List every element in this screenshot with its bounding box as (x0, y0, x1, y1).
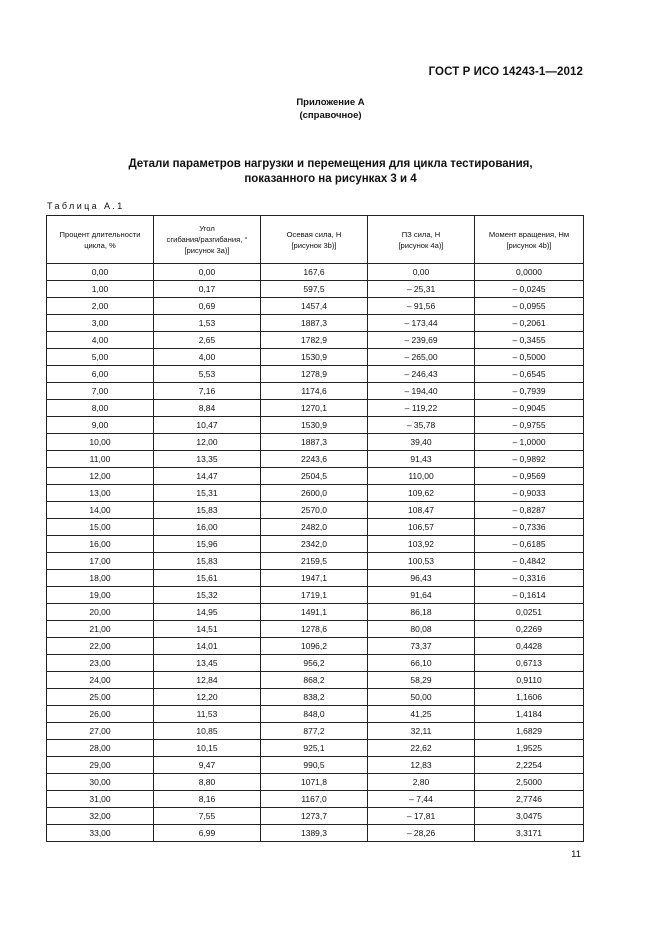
cell-ap-force: 96,43 (368, 570, 475, 587)
cell-flexion-angle: 15,32 (154, 587, 261, 604)
cell-ap-force: – 7,44 (368, 791, 475, 808)
table-row (47, 383, 584, 400)
cell-torque: – 0,1614 (475, 587, 584, 604)
page-number: 11 (571, 849, 581, 860)
header-flexion-angle: Угол сгибания/разгибания, ° [рисунок 3а)] (154, 216, 261, 264)
cell-torque: – 0,9045 (475, 400, 584, 417)
table-row (47, 400, 584, 417)
cell-cycle-percent: 19,00 (47, 587, 154, 604)
cell-flexion-angle: 14,51 (154, 621, 261, 638)
cell-axial-force: 1530,9 (261, 349, 368, 366)
cell-flexion-angle: 12,20 (154, 689, 261, 706)
cell-torque: – 0,9892 (475, 451, 584, 468)
cell-axial-force: 1167,0 (261, 791, 368, 808)
header-cycle-percent: Процент длительности цикла, % (47, 216, 154, 264)
cell-flexion-angle: 7,16 (154, 383, 261, 400)
cell-cycle-percent: 29,00 (47, 757, 154, 774)
cell-cycle-percent: 32,00 (47, 808, 154, 825)
cell-ap-force: 91,43 (368, 451, 475, 468)
cell-flexion-angle: 12,00 (154, 434, 261, 451)
cell-torque: 1,9525 (475, 740, 584, 757)
cell-axial-force: 597,5 (261, 281, 368, 298)
cell-torque: 0,0251 (475, 604, 584, 621)
cell-flexion-angle: 6,99 (154, 825, 261, 842)
cell-axial-force: 1273,7 (261, 808, 368, 825)
table-row (47, 570, 584, 587)
cell-ap-force: 103,92 (368, 536, 475, 553)
cell-flexion-angle: 15,31 (154, 485, 261, 502)
cell-flexion-angle: 15,83 (154, 502, 261, 519)
cell-ap-force: 86,18 (368, 604, 475, 621)
table-row (47, 689, 584, 706)
cell-axial-force: 877,2 (261, 723, 368, 740)
parameters-table (46, 215, 584, 842)
cell-cycle-percent: 33,00 (47, 825, 154, 842)
cell-axial-force: 1174,6 (261, 383, 368, 400)
cell-torque: 0,4428 (475, 638, 584, 655)
cell-torque: 1,1606 (475, 689, 584, 706)
cell-flexion-angle: 10,15 (154, 740, 261, 757)
cell-cycle-percent: 16,00 (47, 536, 154, 553)
cell-cycle-percent: 10,00 (47, 434, 154, 451)
cell-flexion-angle: 8,16 (154, 791, 261, 808)
table-row (47, 366, 584, 383)
cell-axial-force: 848,0 (261, 706, 368, 723)
cell-ap-force: 58,29 (368, 672, 475, 689)
cell-ap-force: – 28,26 (368, 825, 475, 842)
cell-ap-force: 73,37 (368, 638, 475, 655)
table-row (47, 502, 584, 519)
section-title (0, 157, 661, 187)
cell-ap-force: 50,00 (368, 689, 475, 706)
cell-axial-force: 1947,1 (261, 570, 368, 587)
cell-torque: – 0,0955 (475, 298, 584, 315)
cell-ap-force: 39,40 (368, 434, 475, 451)
cell-cycle-percent: 3,00 (47, 315, 154, 332)
cell-cycle-percent: 4,00 (47, 332, 154, 349)
cell-cycle-percent: 28,00 (47, 740, 154, 757)
cell-torque: 0,6713 (475, 655, 584, 672)
cell-ap-force: 41,25 (368, 706, 475, 723)
cell-axial-force: 2482,0 (261, 519, 368, 536)
cell-flexion-angle: 14,47 (154, 468, 261, 485)
cell-axial-force: 1278,9 (261, 366, 368, 383)
cell-flexion-angle: 15,96 (154, 536, 261, 553)
table-row (47, 485, 584, 502)
cell-cycle-percent: 0,00 (47, 264, 154, 281)
cell-ap-force: – 265,00 (368, 349, 475, 366)
cell-torque: – 0,9033 (475, 485, 584, 502)
table-row (47, 553, 584, 570)
cell-torque: – 0,3455 (475, 332, 584, 349)
cell-torque: 0,0000 (475, 264, 584, 281)
cell-cycle-percent: 6,00 (47, 366, 154, 383)
table-row (47, 519, 584, 536)
table-label: Таблица А.1 (47, 201, 125, 211)
cell-ap-force: 66,10 (368, 655, 475, 672)
cell-flexion-angle: 0,17 (154, 281, 261, 298)
table-row (47, 417, 584, 434)
cell-ap-force: 110,00 (368, 468, 475, 485)
table-row (47, 587, 584, 604)
cell-cycle-percent: 18,00 (47, 570, 154, 587)
cell-cycle-percent: 9,00 (47, 417, 154, 434)
cell-axial-force: 956,2 (261, 655, 368, 672)
cell-flexion-angle: 10,85 (154, 723, 261, 740)
table-row (47, 672, 584, 689)
table-row (47, 332, 584, 349)
cell-flexion-angle: 16,00 (154, 519, 261, 536)
cell-flexion-angle: 8,80 (154, 774, 261, 791)
table-row (47, 757, 584, 774)
cell-torque: 3,0475 (475, 808, 584, 825)
cell-cycle-percent: 15,00 (47, 519, 154, 536)
cell-torque: – 1,0000 (475, 434, 584, 451)
cell-flexion-angle: 4,00 (154, 349, 261, 366)
cell-flexion-angle: 11,53 (154, 706, 261, 723)
cell-ap-force: – 194,40 (368, 383, 475, 400)
cell-flexion-angle: 7,55 (154, 808, 261, 825)
cell-cycle-percent: 1,00 (47, 281, 154, 298)
table-body (47, 264, 584, 842)
cell-torque: – 0,3316 (475, 570, 584, 587)
header-axial-force: Осевая сила, Н [рисунок 3b)] (261, 216, 368, 264)
cell-torque: 0,2269 (475, 621, 584, 638)
cell-flexion-angle: 15,83 (154, 553, 261, 570)
cell-cycle-percent: 20,00 (47, 604, 154, 621)
cell-flexion-angle: 15,61 (154, 570, 261, 587)
cell-axial-force: 2243,6 (261, 451, 368, 468)
table-header-row (47, 216, 584, 264)
cell-cycle-percent: 23,00 (47, 655, 154, 672)
cell-ap-force: 12,83 (368, 757, 475, 774)
cell-axial-force: 925,1 (261, 740, 368, 757)
cell-flexion-angle: 1,53 (154, 315, 261, 332)
cell-flexion-angle: 5,53 (154, 366, 261, 383)
table-row (47, 349, 584, 366)
section-title-line-2: показанного на рисунках 3 и 4 (244, 173, 417, 185)
table-row (47, 604, 584, 621)
cell-flexion-angle: 13,35 (154, 451, 261, 468)
cell-ap-force: 106,57 (368, 519, 475, 536)
header-torque: Момент вращения, Нм [рисунок 4b)] (475, 216, 584, 264)
cell-ap-force: 32,11 (368, 723, 475, 740)
cell-torque: – 0,6185 (475, 536, 584, 553)
cell-axial-force: 1096,2 (261, 638, 368, 655)
section-title-line-1: Детали параметров нагрузки и перемещения для цикла тестирования, (128, 158, 533, 170)
cell-axial-force: 1887,3 (261, 315, 368, 332)
table-row (47, 536, 584, 553)
cell-torque: – 0,8287 (475, 502, 584, 519)
cell-axial-force: 868,2 (261, 672, 368, 689)
cell-flexion-angle: 12,84 (154, 672, 261, 689)
cell-ap-force: 109,62 (368, 485, 475, 502)
cell-torque: 2,2254 (475, 757, 584, 774)
table-row (47, 281, 584, 298)
table-row (47, 298, 584, 315)
cell-axial-force: 1719,1 (261, 587, 368, 604)
table-row (47, 264, 584, 281)
table-row (47, 468, 584, 485)
cell-ap-force: – 173,44 (368, 315, 475, 332)
cell-cycle-percent: 11,00 (47, 451, 154, 468)
table-row (47, 706, 584, 723)
cell-cycle-percent: 13,00 (47, 485, 154, 502)
cell-cycle-percent: 5,00 (47, 349, 154, 366)
cell-cycle-percent: 31,00 (47, 791, 154, 808)
cell-ap-force: – 35,78 (368, 417, 475, 434)
cell-ap-force: 100,53 (368, 553, 475, 570)
cell-torque: – 0,5000 (475, 349, 584, 366)
cell-flexion-angle: 0,00 (154, 264, 261, 281)
cell-cycle-percent: 25,00 (47, 689, 154, 706)
cell-ap-force: 2,80 (368, 774, 475, 791)
annex-title: Приложение А (296, 97, 365, 108)
cell-torque: 1,6829 (475, 723, 584, 740)
cell-cycle-percent: 17,00 (47, 553, 154, 570)
cell-axial-force: 2159,5 (261, 553, 368, 570)
cell-ap-force: – 246,43 (368, 366, 475, 383)
cell-ap-force: – 239,69 (368, 332, 475, 349)
cell-ap-force: 108,47 (368, 502, 475, 519)
cell-axial-force: 1278,6 (261, 621, 368, 638)
cell-torque: – 0,2061 (475, 315, 584, 332)
cell-axial-force: 1457,4 (261, 298, 368, 315)
cell-torque: – 0,7939 (475, 383, 584, 400)
table-row (47, 808, 584, 825)
cell-flexion-angle: 14,95 (154, 604, 261, 621)
table-row (47, 723, 584, 740)
cell-ap-force: 80,08 (368, 621, 475, 638)
cell-torque: 1,4184 (475, 706, 584, 723)
cell-ap-force: – 91,56 (368, 298, 475, 315)
cell-cycle-percent: 2,00 (47, 298, 154, 315)
cell-flexion-angle: 0,69 (154, 298, 261, 315)
cell-axial-force: 1491,1 (261, 604, 368, 621)
cell-flexion-angle: 10,47 (154, 417, 261, 434)
table-row (47, 740, 584, 757)
table-row (47, 791, 584, 808)
cell-torque: 0,9110 (475, 672, 584, 689)
cell-torque: – 0,0245 (475, 281, 584, 298)
cell-ap-force: 91,64 (368, 587, 475, 604)
annex-type: (справочное) (299, 110, 362, 121)
cell-flexion-angle: 8,84 (154, 400, 261, 417)
cell-ap-force: – 119,22 (368, 400, 475, 417)
table-row (47, 774, 584, 791)
cell-axial-force: 2600,0 (261, 485, 368, 502)
cell-ap-force: 0,00 (368, 264, 475, 281)
cell-flexion-angle: 13,45 (154, 655, 261, 672)
cell-cycle-percent: 24,00 (47, 672, 154, 689)
cell-axial-force: 1530,9 (261, 417, 368, 434)
cell-cycle-percent: 30,00 (47, 774, 154, 791)
cell-axial-force: 1887,3 (261, 434, 368, 451)
cell-cycle-percent: 14,00 (47, 502, 154, 519)
cell-axial-force: 2342,0 (261, 536, 368, 553)
table-row (47, 621, 584, 638)
cell-torque: – 0,4842 (475, 553, 584, 570)
cell-axial-force: 2504,5 (261, 468, 368, 485)
cell-ap-force: – 25,31 (368, 281, 475, 298)
cell-cycle-percent: 26,00 (47, 706, 154, 723)
cell-ap-force: – 17,81 (368, 808, 475, 825)
cell-torque: – 0,9569 (475, 468, 584, 485)
cell-flexion-angle: 9,47 (154, 757, 261, 774)
cell-axial-force: 1782,9 (261, 332, 368, 349)
table-row (47, 638, 584, 655)
annex-heading (0, 96, 661, 122)
cell-torque: – 0,7336 (475, 519, 584, 536)
cell-torque: 2,5000 (475, 774, 584, 791)
cell-axial-force: 1071,8 (261, 774, 368, 791)
cell-torque: 2,7746 (475, 791, 584, 808)
table-row (47, 451, 584, 468)
cell-cycle-percent: 22,00 (47, 638, 154, 655)
cell-cycle-percent: 12,00 (47, 468, 154, 485)
table-row (47, 825, 584, 842)
table-row (47, 655, 584, 672)
cell-cycle-percent: 7,00 (47, 383, 154, 400)
cell-axial-force: 1389,3 (261, 825, 368, 842)
cell-axial-force: 990,5 (261, 757, 368, 774)
cell-torque: 3,3171 (475, 825, 584, 842)
cell-axial-force: 2570,0 (261, 502, 368, 519)
cell-torque: – 0,6545 (475, 366, 584, 383)
cell-torque: – 0,9755 (475, 417, 584, 434)
cell-cycle-percent: 21,00 (47, 621, 154, 638)
cell-axial-force: 838,2 (261, 689, 368, 706)
header-ap-force: ПЗ сила, Н [рисунок 4а)] (368, 216, 475, 264)
table-row (47, 434, 584, 451)
cell-axial-force: 1270,1 (261, 400, 368, 417)
cell-cycle-percent: 8,00 (47, 400, 154, 417)
cell-axial-force: 167,6 (261, 264, 368, 281)
table-row (47, 315, 584, 332)
cell-cycle-percent: 27,00 (47, 723, 154, 740)
cell-flexion-angle: 2,65 (154, 332, 261, 349)
cell-ap-force: 22,62 (368, 740, 475, 757)
cell-flexion-angle: 14,01 (154, 638, 261, 655)
document-code: ГОСТ Р ИСО 14243-1—2012 (428, 66, 583, 78)
